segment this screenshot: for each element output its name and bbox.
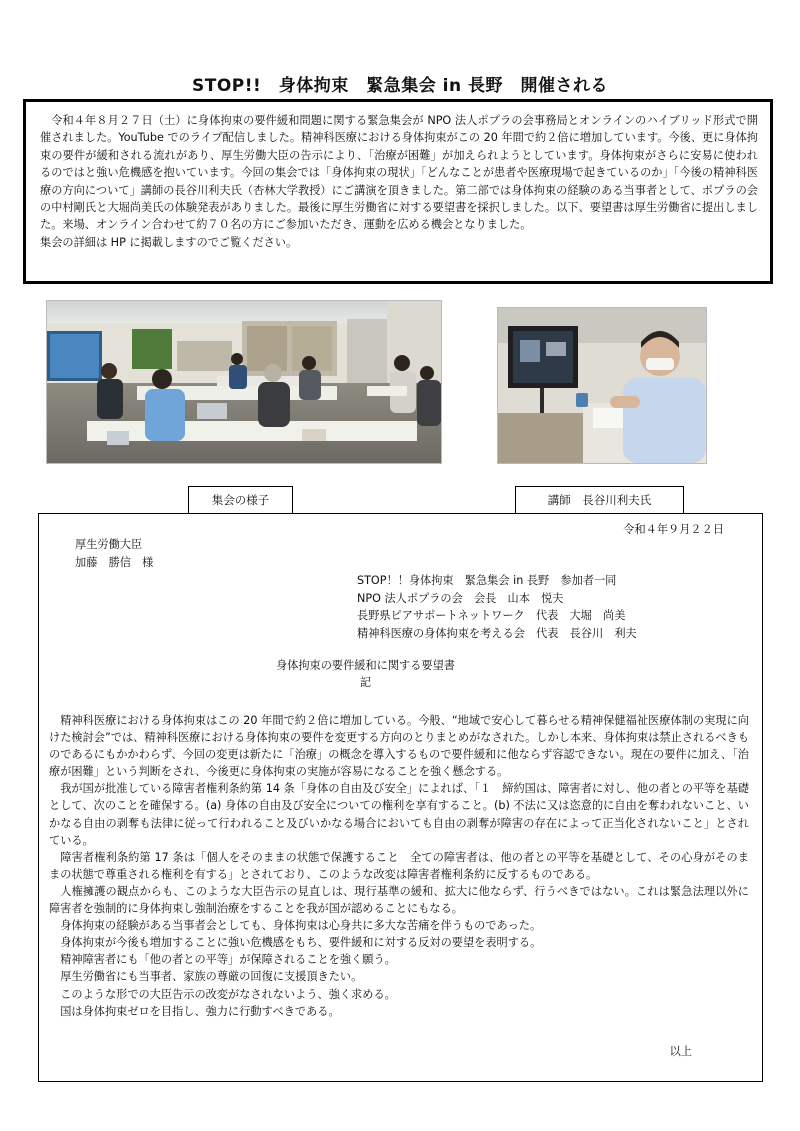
page-title: STOP!! 身体拘束 緊急集会 in 長野 開催される xyxy=(191,76,609,96)
addressee-line: 加藤 勝信 様 xyxy=(75,555,154,569)
letter-paragraph: このような形での大臣告示の改変がなされないよう、強く求める。 xyxy=(49,987,396,1001)
intro-note: 集会の詳細は HP に掲載しますのでご覧ください。 xyxy=(40,235,298,249)
photo-caption-meeting: 集会の様子 xyxy=(188,486,293,514)
letter-addressee xyxy=(75,536,153,571)
letter-title: 身体拘束の要件緩和に関する要望書 xyxy=(275,659,455,672)
addressee-line: 厚生労働大臣 xyxy=(75,538,143,551)
intro-box xyxy=(23,99,773,284)
letter-date: 令和４年９月２２日 xyxy=(623,523,724,536)
letter-closing: 以上 xyxy=(669,1045,692,1058)
letter-ki: 記 xyxy=(359,676,372,689)
photo-caption-lecturer: 講師 長谷川利夫氏 xyxy=(515,486,684,514)
sender-line: NPO 法人ポプラの会 会長 山本 悦夫 xyxy=(357,591,564,605)
sender-line: 長野県ピアサポートネットワーク 代表 大堀 尚美 xyxy=(357,609,626,623)
letter-paragraph: 厚生労働省にも当事者、家族の尊厳の回復に支援頂きたい。 xyxy=(49,970,363,984)
letter-paragraph: 精神障害者にも「他の者との平等」が保障されることを強く願う。 xyxy=(49,953,396,967)
lecturer-photo xyxy=(497,307,707,464)
letter-body xyxy=(49,712,749,1020)
meeting-photo xyxy=(46,300,442,464)
letter-senders xyxy=(357,572,637,642)
request-letter xyxy=(38,513,763,1082)
letter-paragraph: 人権擁護の観点からも、このような大臣告示の見直しは、現行基準の緩和、拡大に他ならず、行うべきではない。これは緊急法理以外に障害者を強制的に身体拘束し強制治療をすることを我が国が認めることにもなる。 xyxy=(49,884,749,916)
letter-paragraph: 我が国が批准している障害者権利条約第 14 条「身体の自由及び安全」によれば、「１ 締約国は、障害者に対し、他の者との平等を基礎として、次のことを確保する。(a) 身体の自由及び安全についての権利を享有すること。(b) 不法に又は恣意的に自由を奪われないこと、いかなる自由の剥奪も法律に従って行われること及びいかなる場合においても自由の剥奪が障害の存在によって正当化されないこと」とされている。 xyxy=(49,782,749,847)
letter-paragraph: 国は身体拘束ゼロを目指し、強力に行動すべきである。 xyxy=(49,1004,340,1018)
sender-line: 精神科医療の身体拘束を考える会 代表 長谷川 利夫 xyxy=(357,626,637,640)
intro-paragraph: 令和４年８月２７日（土）に身体拘束の要件緩和問題に関する緊急集会が NPO 法人ポプラの会事務局とオンラインのハイブリッド形式で開催されました。YouTube でのライブ配信しました。精神科医療における身体拘束がこの 20 年間で約２倍に増加しています。今後、更に身体拘束の要件が緩和される流れがあり、厚生労働大臣の告示により、「治療が困難」が加えられようとしています。身体拘束がさらに安易に使われるのではと強い危機感を抱いています。今回の集会では「身体拘束の現状」「どんなことが患者や医療現場で起きているのか」「今後の精神科医療の方向について」講師の長谷川利夫氏（杏林大学教授）にご講演を頂きました。第二部では身体拘束の経験のある当事者として、ポプラの会の中村剛氏と大堀尚美氏の体験発表がありました。最後に厚生労働省に対する要望書を採択しました。以下、要望書は厚生労働省に提出しました。来場、オンライン合わせて約７０名の方にご参加いただき、運動を広める機会となりました。 xyxy=(40,114,758,232)
letter-paragraph: 精神科医療における身体拘束はこの 20 年間で約２倍に増加している。今般、“地域で安心して暮らせる精神保健福祉医療体制の実現に向けた検討会”では、精神科医療における身体拘束の要件を変更する方向のとりまとめがなされた。しかし本来、身体拘束は禁止されるべきものであるにもかかわらず、今回の変更は新たに「治療」の概念を導入するもので要件緩和に他ならず容認できない。現在の要件に加え、「治療が困難」という判断をされ、今後更に身体拘束の実施が容易になることを強く懸念する。 xyxy=(49,714,749,779)
letter-paragraph: 障害者権利条約第 17 条は「個人をそのままの状態で保護すること 全ての障害者は、他の者との平等を基礎として、その心身がそのままの状態で尊重される権利を有する」とされており、このような改変は障害者権利条約に反するものである。 xyxy=(49,850,749,881)
letter-paragraph: 身体拘束が今後も増加することに強い危機感をもち、要件緩和に対する反対の要望を表明する。 xyxy=(49,936,542,950)
letter-paragraph: 身体拘束の経験がある当事者会としても、身体拘束は心身共に多大な苦痛を伴うものであった。 xyxy=(49,919,542,933)
sender-line: STOP！！身体拘束 緊急集会 in 長野 参加者一同 xyxy=(357,574,617,587)
